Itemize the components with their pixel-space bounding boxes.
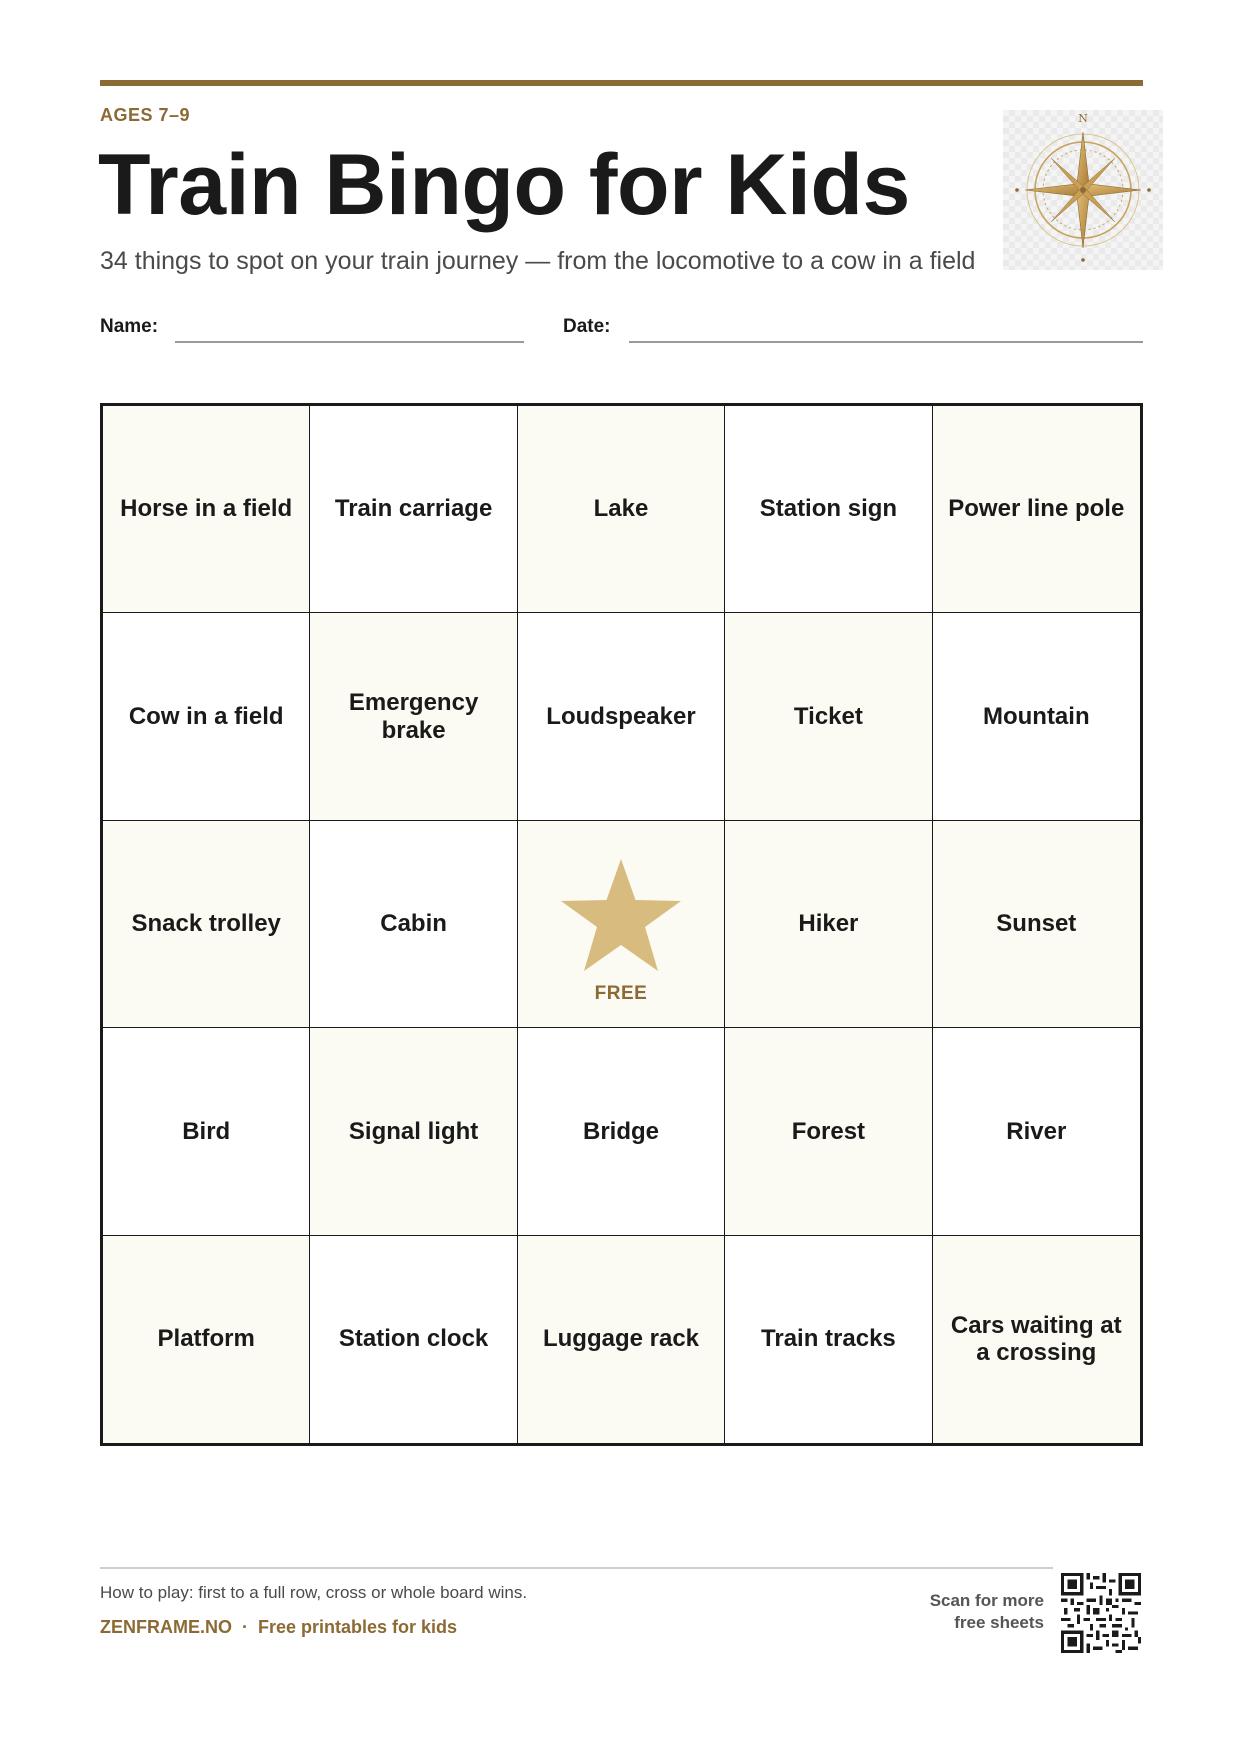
cell-label: Cars waiting at a crossing	[950, 1311, 1122, 1367]
cell-label: Snack trolley	[131, 910, 281, 938]
page-subtitle: 34 things to spot on your train journey — from the locomotive to a cow in a field	[100, 247, 976, 275]
bingo-cell[interactable]	[725, 613, 932, 820]
bingo-cell[interactable]	[103, 406, 310, 613]
bingo-cell[interactable]	[103, 1236, 310, 1443]
bingo-cell[interactable]	[310, 406, 517, 613]
top-rule	[100, 80, 1143, 86]
cell-label: River	[1006, 1117, 1067, 1145]
bingo-cell[interactable]	[310, 1236, 517, 1443]
bingo-cell[interactable]	[103, 1028, 310, 1235]
page-title: Train Bingo for Kids	[98, 137, 910, 233]
free-label: FREE	[594, 982, 648, 1004]
cell-label: Bridge	[582, 1117, 659, 1145]
bingo-cell[interactable]	[725, 1236, 932, 1443]
compass-icon	[1003, 110, 1163, 270]
bingo-cell[interactable]	[725, 1028, 932, 1235]
cell-label: Mountain	[982, 702, 1090, 730]
cell-label: Horse in a field	[120, 495, 293, 523]
star-icon	[559, 857, 683, 973]
cell-label: Bird	[182, 1117, 231, 1145]
cell-label: Luggage rack	[542, 1325, 700, 1353]
cell-label: Hiker	[798, 910, 859, 938]
bingo-cell[interactable]	[310, 613, 517, 820]
cell-label: Ticket	[793, 702, 863, 730]
compass-north-label: N	[1078, 112, 1088, 125]
bingo-cell[interactable]	[933, 1236, 1140, 1443]
scan-line-1: Scan for more	[929, 1591, 1044, 1610]
bingo-cell[interactable]	[310, 1028, 517, 1235]
bingo-cell[interactable]	[933, 406, 1140, 613]
bingo-cell[interactable]	[518, 613, 725, 820]
brand-link[interactable]: ZENFRAME.NO	[100, 1617, 232, 1637]
cell-label: Loudspeaker	[546, 702, 696, 730]
cell-label: Emergency brake	[348, 689, 479, 744]
cell-label: Station clock	[338, 1325, 489, 1353]
bingo-board	[100, 403, 1143, 1446]
scan-line-2: free sheets	[954, 1613, 1044, 1632]
bingo-cell[interactable]	[310, 821, 517, 1028]
cell-label: Platform	[157, 1325, 255, 1353]
qr-code-icon[interactable]	[1061, 1573, 1141, 1653]
bingo-cell[interactable]	[518, 1236, 725, 1443]
brand-separator: ·	[242, 1617, 248, 1637]
bingo-cell[interactable]	[103, 821, 310, 1028]
cell-label: Signal light	[348, 1117, 479, 1145]
date-label: Date:	[563, 316, 611, 337]
footer-rule	[100, 1567, 1053, 1569]
cell-label: Lake	[593, 495, 649, 523]
cell-label: Power line pole	[948, 495, 1125, 523]
bingo-cell[interactable]	[518, 1028, 725, 1235]
name-field[interactable]	[175, 341, 524, 343]
date-field[interactable]	[629, 341, 1143, 343]
free-cell[interactable]	[518, 821, 725, 1028]
bingo-cell[interactable]	[518, 406, 725, 613]
brand-line	[100, 1617, 457, 1638]
scan-prompt	[930, 1590, 1044, 1634]
cell-label: Train carriage	[334, 495, 493, 523]
subtitle-container	[100, 246, 1005, 276]
bingo-cell[interactable]	[103, 613, 310, 820]
age-range-label: AGES 7–9	[100, 105, 191, 125]
bingo-cell[interactable]	[725, 821, 932, 1028]
cell-label: Cow in a field	[128, 702, 284, 730]
bingo-cell[interactable]	[933, 613, 1140, 820]
cell-label: Sunset	[996, 910, 1077, 938]
cell-label: Cabin	[380, 910, 447, 938]
cell-label: Train tracks	[761, 1325, 896, 1353]
how-to-play-text: How to play: first to a full row, cross or whole board wins.	[100, 1583, 528, 1602]
cell-label: Forest	[791, 1117, 866, 1145]
name-label: Name:	[100, 316, 159, 337]
brand-tagline: Free printables for kids	[258, 1617, 458, 1637]
bingo-cell[interactable]	[725, 406, 932, 613]
bingo-cell[interactable]	[933, 1028, 1140, 1235]
cell-label: Station sign	[759, 495, 898, 523]
bingo-cell[interactable]	[933, 821, 1140, 1028]
